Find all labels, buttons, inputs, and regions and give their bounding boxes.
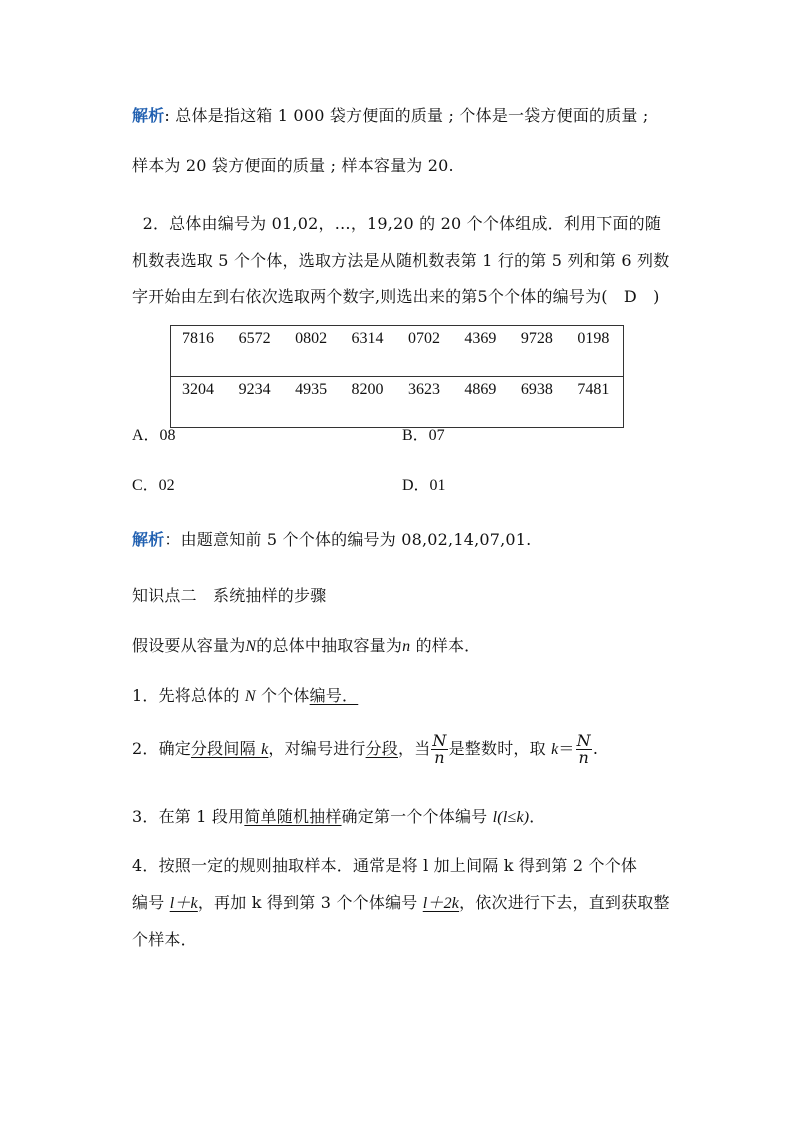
var-k: k — [261, 741, 269, 758]
step-text: 2．确定 — [132, 739, 191, 758]
table-cell: 9728 — [510, 326, 566, 377]
step-1 — [132, 683, 358, 706]
table-row — [171, 326, 624, 377]
underlined-answer — [191, 739, 268, 758]
table-cell: 0198 — [566, 326, 623, 377]
fraction-numerator: N — [432, 731, 447, 750]
question-2-line2: 机数表选取 5 个个体，选取方法是从随机数表第 1 行的第 5 列和第 6 列数 — [132, 251, 670, 270]
table-cell: 6572 — [228, 326, 284, 377]
table-cell: 0702 — [397, 326, 453, 377]
intro-text: 的样本． — [410, 636, 481, 655]
step-text: 个个体 — [255, 686, 310, 705]
equals-sign: ＝ — [558, 739, 575, 758]
step-text: ，对编号进行 — [268, 739, 366, 758]
fraction-numerator: N — [576, 731, 591, 750]
underlined-answer: 编号． — [309, 686, 359, 705]
underlined-answer: 分段 — [365, 739, 398, 758]
fraction-N-over-n — [576, 733, 592, 766]
analysis-text: : 总体是指这箱 1 000 袋方便面的质量 ; 个体是一袋方便面的质量 ; — [164, 106, 649, 125]
table-cell: 7816 — [171, 326, 228, 377]
table-cell: 6314 — [341, 326, 397, 377]
option-a: A．08 — [132, 427, 176, 444]
analysis-text: ：由题意知前 5 个个体的编号为 08,02,14,07,01. — [164, 530, 532, 549]
table-cell: 8200 — [351, 381, 384, 398]
question-2-line3: 字开始由左到右依次选取两个数字,则选出来的第5个个体的编号为( D ) — [132, 287, 660, 306]
table-cell: 9234 — [238, 381, 271, 398]
step-text: ，当 — [398, 739, 431, 758]
var-n: n — [402, 638, 411, 655]
option-c: C．02 — [132, 477, 175, 494]
step-text: 确定第一个个体编号 — [341, 807, 493, 826]
analysis-label: 解析 — [132, 106, 165, 125]
fraction-denominator: n — [578, 748, 589, 767]
table-cell: 3623 — [407, 381, 440, 398]
step-text: ． — [529, 807, 546, 826]
underlined-answer: l＋k — [169, 895, 198, 912]
fraction-N-over-n — [431, 733, 447, 766]
table-cell: 4935 — [295, 381, 328, 398]
step-text: 1．先将总体的 — [132, 686, 245, 705]
question-2-line1 — [132, 211, 661, 234]
table-cell: 3204 — [182, 381, 214, 398]
step-text: 3．在第 1 段用 — [132, 807, 245, 826]
table-cell: 7481 — [577, 381, 610, 398]
random-number-table — [170, 325, 624, 428]
step-text: ，再加 k 得到第 3 个个体编号 — [197, 893, 423, 912]
table-cell: 4869 — [464, 381, 497, 398]
underlined-answer: l＋2k — [422, 895, 460, 912]
table-row — [171, 377, 624, 428]
step-4-line3: 个样本． — [132, 930, 197, 949]
section-title: 知识点二 系统抽样的步骤 — [132, 586, 327, 605]
step-text: 是整数时，取 — [448, 739, 552, 758]
option-b: B．07 — [402, 427, 445, 444]
step-text: 编号 — [132, 893, 170, 912]
table-cell: 4369 — [453, 326, 509, 377]
step-2 — [132, 733, 598, 766]
table-cell: 6938 — [520, 381, 553, 398]
step-3 — [132, 804, 545, 827]
intro-text: 的总体中抽取容量为 — [256, 636, 403, 655]
fraction-denominator: n — [434, 748, 445, 767]
analysis-paragraph-1 — [132, 103, 649, 126]
question-2-text: 2．总体由编号为 01,02，…，19,20 的 20 个个体组成．利用下面的随 — [142, 214, 662, 233]
option-d: D．01 — [402, 477, 446, 494]
section-intro — [132, 633, 480, 656]
step-text: ，依次进行下去，直到获取整 — [459, 893, 670, 912]
step-4-line1: 4．按照一定的规则抽取样本．通常是将 l 加上间隔 k 得到第 2 个个体 — [132, 856, 638, 875]
underlined-answer: 简单随机抽样 — [244, 807, 342, 826]
answer-text: 分段间隔 — [190, 739, 262, 758]
intro-text: 假设要从容量为 — [132, 636, 246, 655]
analysis-paragraph-1-line2: 样本为 20 袋方便面的质量 ; 样本容量为 20. — [132, 156, 454, 175]
table-cell: 0802 — [284, 326, 340, 377]
analysis-paragraph-2 — [132, 527, 531, 550]
expression: l(l≤k) — [492, 809, 530, 826]
analysis-label: 解析 — [132, 530, 165, 549]
var-N: N — [244, 688, 256, 705]
step-text: . — [592, 739, 599, 758]
var-N: N — [245, 638, 257, 655]
var-k: k — [551, 741, 559, 758]
step-4-line2 — [132, 890, 670, 913]
